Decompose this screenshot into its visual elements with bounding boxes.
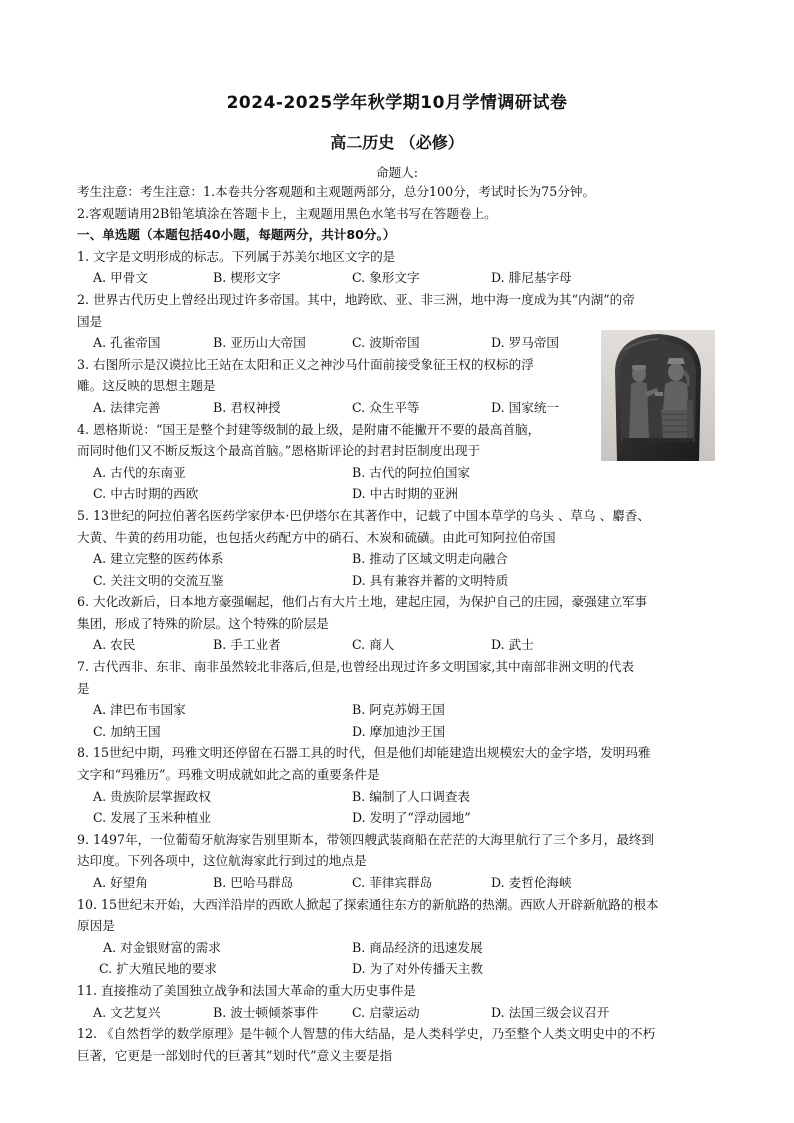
question-text: 大黄、牛黄的药用功能，也包括火药配方中的硝石、木炭和硫磺。由此可知阿拉伯帝国 [77,529,556,545]
options-row [77,462,729,484]
option-b: B. 阿克苏姆王国 [352,702,445,718]
author-line: 命题人: [375,165,419,180]
option-b: B. 编制了人口调查表 [352,788,471,804]
options-row [77,699,729,721]
question-text: 11. 直接推动了美国独立战争和法国大革命的重大历史事件是 [77,982,416,998]
question-text: 巨著，它更是一部划时代的巨著其“划时代”意义主要是指 [77,1047,393,1063]
option-a: A. 对金银财富的需求 [103,939,221,955]
option-b: B. 手工业者 [213,637,281,653]
exam-body [77,181,729,1066]
question-text: 12. 《自然哲学的数学原理》是牛顿个人智慧的伟大结晶，是人类科学史，乃至整个人类文明史中的不朽 [77,1026,656,1042]
question-5 [77,505,729,591]
option-c: C. 众生平等 [352,399,420,415]
question-text: 集团，形成了特殊的阶层。这个特殊的阶层是 [77,615,329,631]
options-row [77,958,729,980]
question-10 [77,894,729,980]
question-6 [77,591,729,656]
option-c: C. 扩大殖民地的要求 [99,961,217,977]
options-row [77,1002,729,1024]
question-3 [77,354,729,419]
question-text: 5. 13世纪的阿拉伯著名医药学家伊本·巴伊塔尔在其著作中，记载了中国本草学的乌头 、草乌 、麝香、 [77,507,650,523]
question-text: 原因是 [77,918,115,934]
option-a: A. 建立完整的医药体系 [93,551,224,567]
option-a: A. 法律完善 [93,399,161,415]
options-row [77,872,729,894]
option-b: B. 波士顿倾茶事件 [213,1004,319,1020]
notice-line: 考生注意：考生注意：1.本卷共分客观题和主观题两部分，总分100分，考试时长为75分钟。 [77,184,596,199]
question-text: 2. 世界古代历史上曾经出现过许多帝国。其中，地跨欧、亚、非三洲，地中海一度成为其“内湖”的帝 [77,291,635,307]
options-row [77,937,729,959]
question-text: 是 [77,680,90,696]
option-c: C. 波斯帝国 [352,335,420,351]
option-c: C. 象形文字 [352,270,420,286]
option-d: D. 国家统一 [491,399,560,415]
option-b: B. 亚历山大帝国 [213,335,306,351]
options-row [77,570,729,592]
option-c: C. 启蒙运动 [352,1004,420,1020]
options-row [77,786,729,808]
option-a: A. 贵族阶层掌握政权 [93,788,211,804]
option-a: A. 甲骨文 [93,270,148,286]
option-a: A. 孔雀帝国 [93,335,161,351]
option-b: B. 君权神授 [213,399,281,415]
question-9 [77,829,729,894]
option-c: C. 加纳王国 [93,723,161,739]
options-row [77,634,729,656]
question-text: 3. 右图所示是汉谟拉比王站在太阳和正义之神沙马什面前接受象征王权的权标的浮 [77,356,534,372]
option-b: B. 商品经济的迅速发展 [352,939,483,955]
option-d: D. 发明了“浮动园地” [352,810,471,826]
options-row [77,267,729,289]
option-c: C. 菲律宾群岛 [352,875,433,890]
options-row [77,397,729,419]
option-b: B. 推动了区域文明走向融合 [352,551,508,567]
option-d: D. 罗马帝国 [491,335,560,351]
option-d: D. 法国三级会议召开 [491,1004,610,1020]
section-heading: 一、单选题（本题包括40小题，每题两分，共计80分。） [77,227,396,243]
question-text: 6. 大化改新后，日本地方豪强崛起，他们占有大片土地，建起庄园，为保护自己的庄园，豪强建立军事 [77,594,648,610]
options-row [77,721,729,743]
option-a: A. 文艺复兴 [93,1004,161,1020]
question-2 [77,289,729,354]
option-a: A. 古代的东南亚 [93,464,186,480]
option-c: C. 发展了玉米种植业 [93,810,211,826]
exam-subtitle: 高二历史 （必修） [330,133,464,152]
option-a: A. 农民 [93,637,136,653]
option-c: C. 关注文明的交流互鉴 [93,572,224,588]
exam-title: 2024-2025学年秋学期10月学情调研试卷 [226,93,568,113]
option-c: C. 中古时期的西欧 [93,486,199,502]
options-row [77,483,729,505]
question-text: 7. 古代西非、东非、南非虽然较北非落后,但是,也曾经出现过许多文明国家,其中南部非洲文明的代表 [77,659,634,675]
options-row [77,548,729,570]
question-12 [77,1023,729,1066]
option-d: D. 摩加迪沙王国 [352,723,446,739]
question-1 [77,246,729,289]
option-c: C. 商人 [352,637,395,653]
option-d: D. 中古时期的亚洲 [352,486,458,502]
option-b: B. 巴哈马群岛 [213,875,294,890]
question-text: 国是 [77,313,103,329]
options-row [77,332,729,354]
notice-line: 2.客观题请用2B铅笔填涂在答题卡上，主观题用黑色水笔书写在答题卷上。 [77,205,497,221]
options-row [77,807,729,829]
question-text: 1. 文字是文明形成的标志。下列属于苏美尔地区文字的是 [77,248,396,264]
question-text: 8. 15世纪中期，玛雅文明还停留在石器工具的时代，但是他们却能建造出规模宏大的金字塔，发明玛雅 [77,745,651,761]
option-d: D. 具有兼容并蓄的文明特质 [352,572,509,588]
question-text: 4. 恩格斯说：“国王是整个封建等级制的最上级，是附庸不能撇开不要的最高首脑， [77,421,541,437]
question-text: 而同时他们又不断反叛这个最高首脑。”恩格斯评论的封君封臣制度出现于 [77,443,481,459]
question-7 [77,656,729,742]
question-4 [77,419,729,505]
option-d: D. 为了对外传播天主教 [352,961,483,977]
question-text: 文字和“玛雅历”。玛雅文明成就如此之高的重要条件是 [77,767,380,783]
question-text: 10. 15世纪末开始，大西洋沿岸的西欧人掀起了探索通往东方的新航路的热潮。西欧人开辟新航路的根本 [77,896,659,912]
option-b: B. 古代的阿拉伯国家 [352,464,471,480]
option-a: A. 好望角 [93,875,148,890]
question-text: 雕。这反映的思想主题是 [77,378,216,394]
question-11 [77,980,729,1023]
option-d: D. 腓尼基字母 [491,270,572,286]
question-text: 达印度。下列各项中，这位航海家此行到过的地点是 [77,853,367,869]
option-b: B. 楔形文字 [213,270,281,286]
question-8 [77,742,729,828]
option-d: D. 武士 [491,637,534,653]
option-d: D. 麦哲伦海峡 [491,875,572,890]
question-text: 9. 1497年，一位葡萄牙航海家告别里斯本，带领四艘武装商船在茫茫的大海里航行了三个多月，最终到 [77,831,655,847]
option-a: A. 津巴布韦国家 [93,702,186,718]
